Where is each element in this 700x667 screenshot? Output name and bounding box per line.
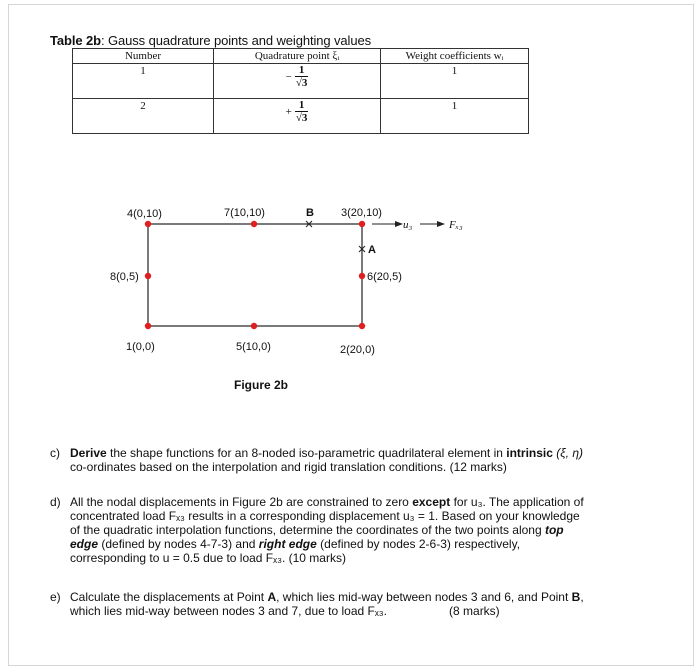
q-d-top: top	[544, 523, 564, 537]
fraction-denominator: √3	[295, 77, 308, 89]
q-d-right-edge: right edge	[258, 537, 317, 551]
node-label-8: 8(0,5)	[110, 271, 139, 283]
node-label-6: 6(20,5)	[367, 271, 402, 283]
question-e-label: e)	[50, 590, 61, 604]
figure-caption: Figure 2b	[234, 378, 289, 392]
q-d-text-1a: All the nodal displacements in Figure 2b are constrained to zero	[70, 495, 413, 509]
question-d-body	[70, 495, 584, 565]
q-d-text-2: concentrated load Fₓ₃ results in a corresponding displacement u₃ = 1. Based on your knowledge	[70, 509, 580, 523]
header-quadrature-point: Quadrature point ξᵢ	[214, 49, 381, 64]
node-label-4: 4(0,10)	[127, 208, 162, 220]
cell-number-value: 1	[140, 65, 146, 77]
q-e-point-a: A	[267, 590, 277, 604]
question-c-label: c)	[50, 446, 60, 460]
question-e-body	[70, 590, 584, 618]
q-d-edge: edge	[70, 537, 99, 551]
table-title-rest: : Gauss quadrature points and weighting values	[100, 33, 372, 48]
fraction-denominator: √3	[295, 112, 308, 124]
node-1	[145, 323, 151, 329]
q-c-coords: (ξ, η)	[552, 446, 583, 460]
q-e-text-1e: ,	[580, 590, 584, 604]
q-c-derive: Derive	[70, 446, 107, 460]
q-e-marks: (8 marks)	[449, 604, 500, 618]
fraction-numerator: 1	[298, 64, 305, 76]
node-label-5: 5(10,0)	[236, 341, 271, 353]
node-3	[359, 221, 365, 227]
cell-weight-value: 1	[451, 65, 458, 77]
question-c-body	[70, 446, 583, 474]
cell-number-value: 2	[140, 100, 146, 112]
q-e-text-1a: Calculate the displacements at Point	[70, 590, 268, 604]
node-label-7: 7(10,10)	[224, 207, 265, 219]
question-e	[50, 590, 690, 620]
q-e-text-2a: which lies mid-way between nodes 3 and 7, due to load Fₓ₃.	[70, 604, 388, 618]
table-title-bold: Table 2b	[50, 33, 101, 48]
point-b-label: B	[306, 207, 314, 219]
q-d-text-4d: (defined by nodes 2-6-3) respectively,	[316, 537, 521, 551]
node-label-2: 2(20,0)	[340, 344, 375, 356]
node-8	[145, 273, 151, 279]
node-7	[251, 221, 257, 227]
q-c-text-1: the shape functions for an 8-noded iso-parametric quadrilateral element in	[106, 446, 507, 460]
node-label-1: 1(0,0)	[126, 341, 155, 353]
node-6	[359, 273, 365, 279]
header-number: Number	[73, 49, 214, 64]
q-d-text-5: corresponding to u = 0.5 due to load Fₓ₃. (10 marks)	[70, 551, 346, 565]
q-e-text-1c: , which lies mid-way between nodes 3 and 6, and Point	[276, 590, 572, 604]
point-a-label: A	[368, 244, 376, 256]
node-label-3: 3(20,10)	[341, 207, 382, 219]
q-d-text-4b: (defined by nodes 4-7-3) and	[98, 537, 259, 551]
force-label: Fₓ₃	[449, 219, 463, 231]
node-4	[145, 221, 151, 227]
element-outline	[148, 224, 362, 326]
fraction-sign: −	[285, 70, 292, 83]
q-d-text-1c: for u₃. The application of	[450, 495, 584, 509]
question-d	[50, 495, 690, 567]
q-e-point-b: B	[571, 590, 581, 604]
question-d-label: d)	[50, 495, 61, 509]
q-d-except: except	[412, 495, 451, 509]
header-weight: Weight coefficients wᵢ	[381, 49, 529, 64]
fraction-sign: +	[285, 105, 292, 118]
displacement-label: u₃	[403, 219, 413, 231]
q-d-text-3a: of the quadratic interpolation functions, determine the coordinates of the two points along	[70, 523, 545, 537]
fraction-numerator: 1	[298, 99, 305, 111]
node-2	[359, 323, 365, 329]
q-c-intrinsic: intrinsic	[506, 446, 553, 460]
cell-weight-value: 1	[451, 100, 458, 112]
question-c	[50, 446, 690, 476]
q-c-text-2: co-ordinates based on the interpolation and rigid translation conditions. (12 marks)	[70, 460, 507, 474]
node-5	[251, 323, 257, 329]
